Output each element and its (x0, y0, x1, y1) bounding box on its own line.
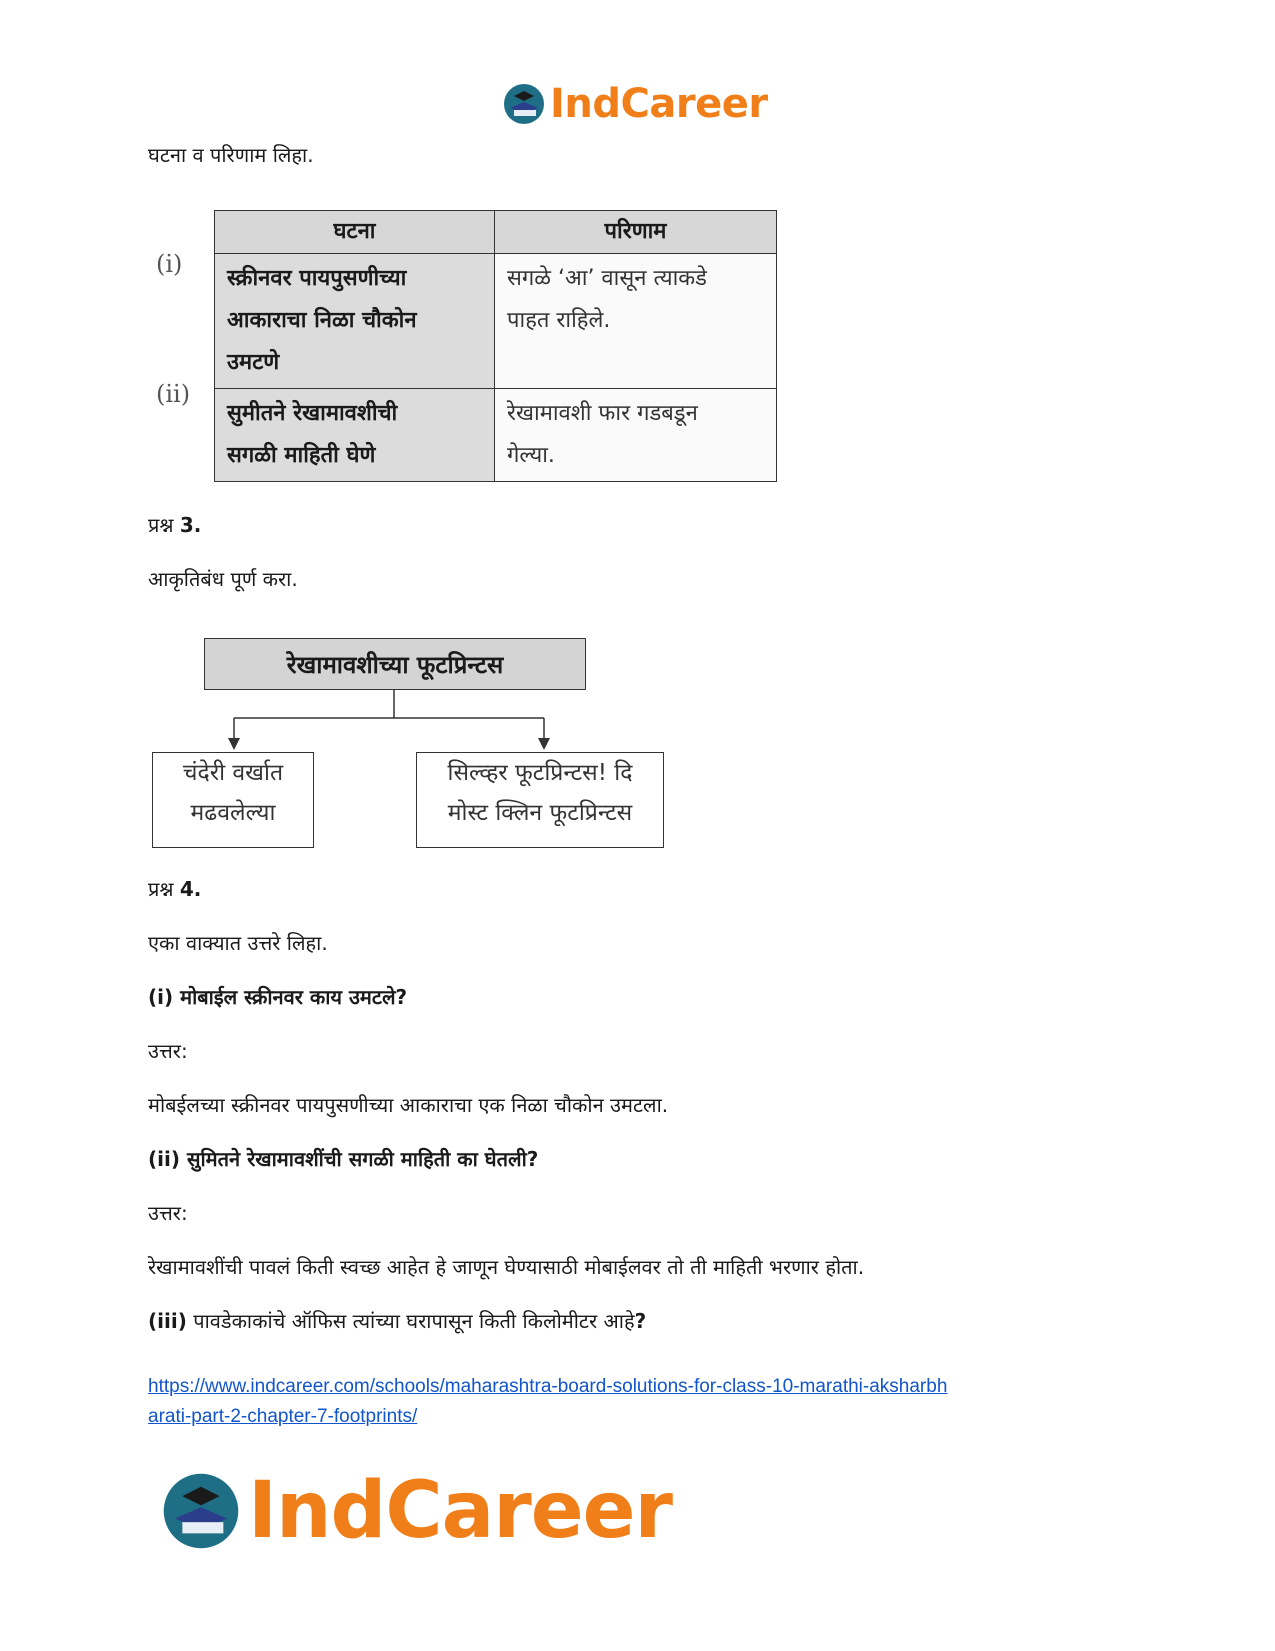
link-line: arati-part-2-chapter-7-footprints/ (148, 1406, 418, 1427)
graduation-book-icon (160, 1470, 242, 1552)
cell-line: सुमीतने रेखामावशीची (227, 401, 398, 426)
event-cell (215, 254, 495, 389)
cell-line: सगळी माहिती घेणे (227, 443, 376, 468)
link-line: https://www.indcareer.com/schools/maharashtra-board-solutions-for-class-10-marathi-aksharbh (148, 1376, 948, 1397)
brand-name: IndCareer (550, 81, 768, 127)
cell-line: रेखामावशी फार गडबडून (507, 401, 698, 426)
diagram-root-box: रेखामावशीच्या फूटप्रिन्टस (204, 638, 586, 690)
diagram-right-box (416, 752, 664, 848)
result-cell (495, 389, 777, 482)
cell-line: पाहत राहिले. (507, 308, 611, 333)
question-4-instruction: एका वाक्यात उत्तरे लिहा. (148, 931, 328, 955)
column-header-result: परिणाम (495, 211, 777, 254)
box-line: मोस्ट क्लिन फूटप्रिन्टस (447, 800, 633, 826)
brand-name: IndCareer (248, 1466, 672, 1556)
header-logo (502, 80, 768, 128)
question-3-instruction: आकृतिबंध पूर्ण करा. (148, 567, 298, 591)
graduation-book-icon (502, 82, 546, 126)
answer-text: रेखामावशींची पावलं किती स्वच्छ आहेत हे जाणून घेण्यासाठी मोबाईलवर तो ती माहिती भरणार होता. (148, 1255, 865, 1279)
cell-line: आकाराचा निळा चौकोन (227, 308, 417, 333)
table-row (215, 389, 777, 482)
question-item (148, 984, 407, 1010)
event-result-table (152, 206, 782, 488)
result-cell (495, 254, 777, 389)
question-number: 4. (179, 877, 202, 901)
cell-line: उमटणे (227, 350, 280, 375)
question-mark: ? (634, 1309, 647, 1333)
answer-label: उत्तर: (148, 1201, 188, 1225)
box-line: चंदेरी वर्खात (182, 760, 284, 786)
question-4-heading (148, 876, 201, 902)
row-number: (ii) (156, 380, 191, 408)
table-row (215, 254, 777, 389)
question-label: प्रश्न (148, 877, 174, 901)
concept-diagram (152, 638, 682, 854)
box-line: सिल्व्हर फूटप्रिन्टस! दि (447, 760, 633, 786)
row-number: (i) (156, 250, 183, 278)
question-item (148, 1308, 646, 1334)
item-number: (ii) (148, 1147, 180, 1171)
item-number: (iii) (148, 1309, 187, 1333)
cell-line: गेल्या. (507, 443, 555, 468)
box-line: मढवलेल्या (190, 800, 276, 826)
event-cell (215, 389, 495, 482)
item-question: मोबाईल स्क्रीनवर काय उमटले? (173, 985, 408, 1009)
cell-line: सगळे ‘आ’ वासून त्याकडे (507, 266, 707, 291)
question-item (148, 1146, 538, 1172)
question-label: प्रश्न (148, 513, 174, 537)
source-link[interactable] (148, 1372, 947, 1432)
answer-text: मोबईलच्या स्क्रीनवर पायपुसणीच्या आकाराचा एक निळा चौकोन उमटला. (148, 1093, 669, 1117)
table-header-row (215, 211, 777, 254)
diagram-left-box (152, 752, 314, 848)
column-header-event: घटना (215, 211, 495, 254)
footer-logo (160, 1466, 672, 1556)
item-question: पावडेकाकांचे ऑफिस त्यांच्या घरापासून किती किलोमीटर आहे (186, 1309, 635, 1333)
question-3-heading (148, 512, 201, 538)
question-number: 3. (179, 513, 202, 537)
cell-line: स्क्रीनवर पायपुसणीच्या (227, 266, 407, 291)
table (214, 210, 777, 482)
answer-label: उत्तर: (148, 1039, 188, 1063)
item-question: सुमितने रेखामावशींची सगळी माहिती का घेतली? (180, 1147, 539, 1171)
item-number: (i) (148, 985, 174, 1009)
intro-instruction: घटना व परिणाम लिहा. (148, 143, 314, 167)
